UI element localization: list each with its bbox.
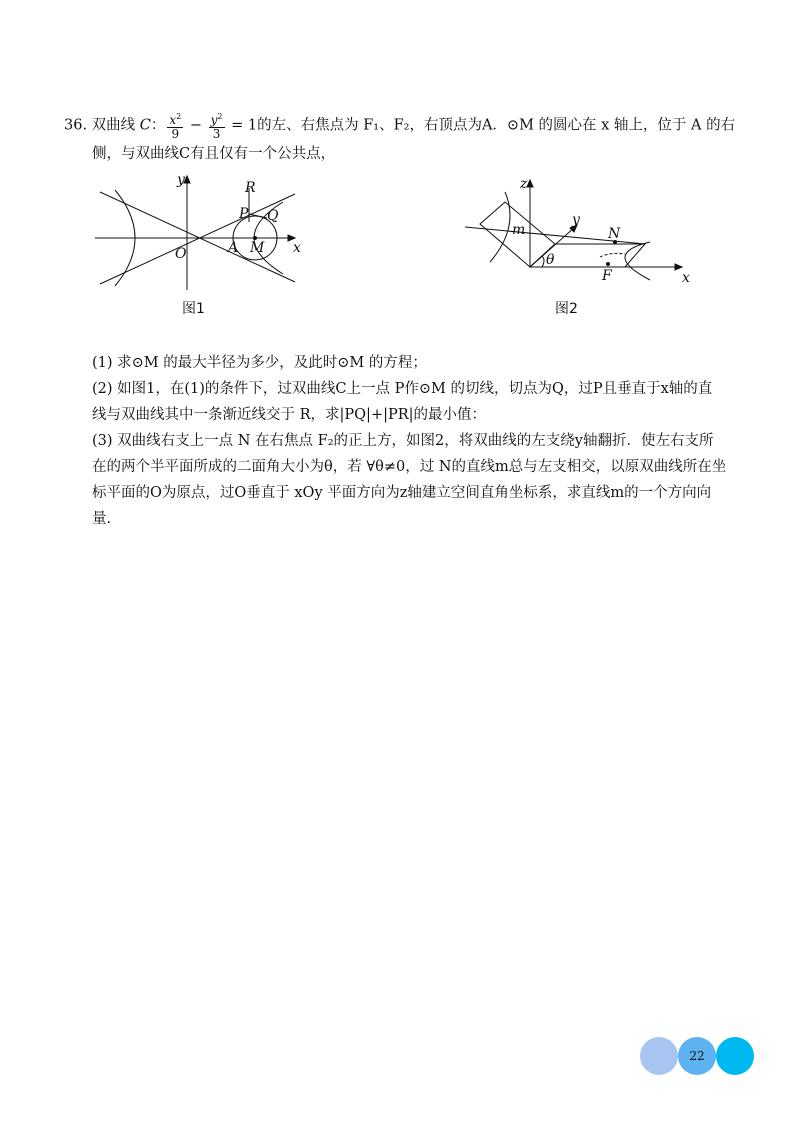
problem-statement	[64, 110, 744, 167]
z-axis-arrow	[527, 180, 533, 187]
angle-theta-arc	[542, 256, 544, 267]
footer-circle-3	[716, 1037, 754, 1075]
sub-questions	[92, 350, 742, 532]
label-theta: θ	[546, 252, 555, 268]
minus-sign: −	[185, 117, 207, 134]
figure-1-hyperbola	[95, 170, 315, 295]
x-axis-3d-arrow	[675, 264, 682, 270]
label-n: N	[608, 226, 621, 242]
label-q: Q	[267, 208, 279, 224]
page-footer	[640, 1036, 760, 1076]
fraction-y2-over-3: $\frac{y^2}{3}$	[210, 112, 223, 141]
curve-name: C	[139, 117, 151, 134]
asymptote-1	[100, 192, 295, 282]
label-o: O	[175, 246, 187, 262]
part-3-line-4: 量.	[92, 511, 112, 527]
label-a: A	[228, 240, 239, 256]
part-2-line-2: 线与双曲线其中一条渐近线交于 R，求|PQ|+|PR|的最小值：	[92, 407, 487, 423]
part-2-line-1: (2) 如图1，在(1)的条件下，过双曲线C上一点 P作⊙M 的切线，切点为Q，过P且垂直于x轴的直	[92, 381, 713, 397]
label-m-line: m	[512, 222, 526, 238]
right-branch-3d	[625, 242, 650, 280]
problem-text-d: = 1的左、右焦点为 F₁、F₂，右顶点为A．⊙M 的圆心在 x 轴上，位于 A 的右	[226, 117, 736, 134]
part-1: (1) 求⊙M 的最大半径为多少，及此时⊙M 的方程；	[92, 355, 427, 371]
focus-f-dot	[606, 262, 610, 266]
label-y: y	[177, 172, 185, 188]
problem-text-c: ：	[150, 117, 166, 134]
page-number: 22	[689, 1049, 705, 1063]
figure-2-caption: 图2	[555, 301, 578, 317]
part-3-line-3: 标平面的O为原点，过O垂直于 xOy 平面方向为z轴建立空间直角坐标系，求直线m的一个方向向	[92, 485, 712, 501]
part-3-line-1: (3) 双曲线右支上一点 N 在右焦点 F₂的正上方，如图2，将双曲线的左支绕y轴翻折．使左右支所	[92, 433, 714, 449]
label-x-3d: x	[682, 270, 690, 286]
label-m: M	[250, 240, 265, 256]
label-p: P	[239, 206, 249, 222]
figures	[95, 170, 715, 320]
folded-left-branch	[490, 192, 510, 262]
label-r: R	[245, 180, 256, 196]
figure-2-folded-hyperbola	[460, 172, 700, 297]
part-3-line-2: 在的两个半平面所成的二面角大小为θ，若 ∀θ≠0，过 N的直线m总与左支相交，以原双曲线所在坐	[92, 459, 727, 475]
asymptote-2	[100, 194, 295, 284]
problem-line-1	[64, 110, 744, 141]
label-z: z	[520, 176, 528, 192]
label-x: x	[293, 240, 301, 256]
label-y-3d: y	[572, 212, 580, 228]
footer-circle-1	[640, 1037, 678, 1075]
dashed-arc	[600, 253, 625, 257]
label-f: F	[602, 268, 612, 284]
problem-number: 36.	[64, 117, 88, 134]
fraction-x2-over-9: $\frac{x^2}{9}$	[169, 112, 182, 141]
problem-text-a: 双曲线	[91, 117, 140, 134]
figure-1-caption: 图1	[182, 301, 205, 317]
problem-line-2: 侧，与双曲线C有且仅有一个公共点，	[92, 146, 336, 162]
